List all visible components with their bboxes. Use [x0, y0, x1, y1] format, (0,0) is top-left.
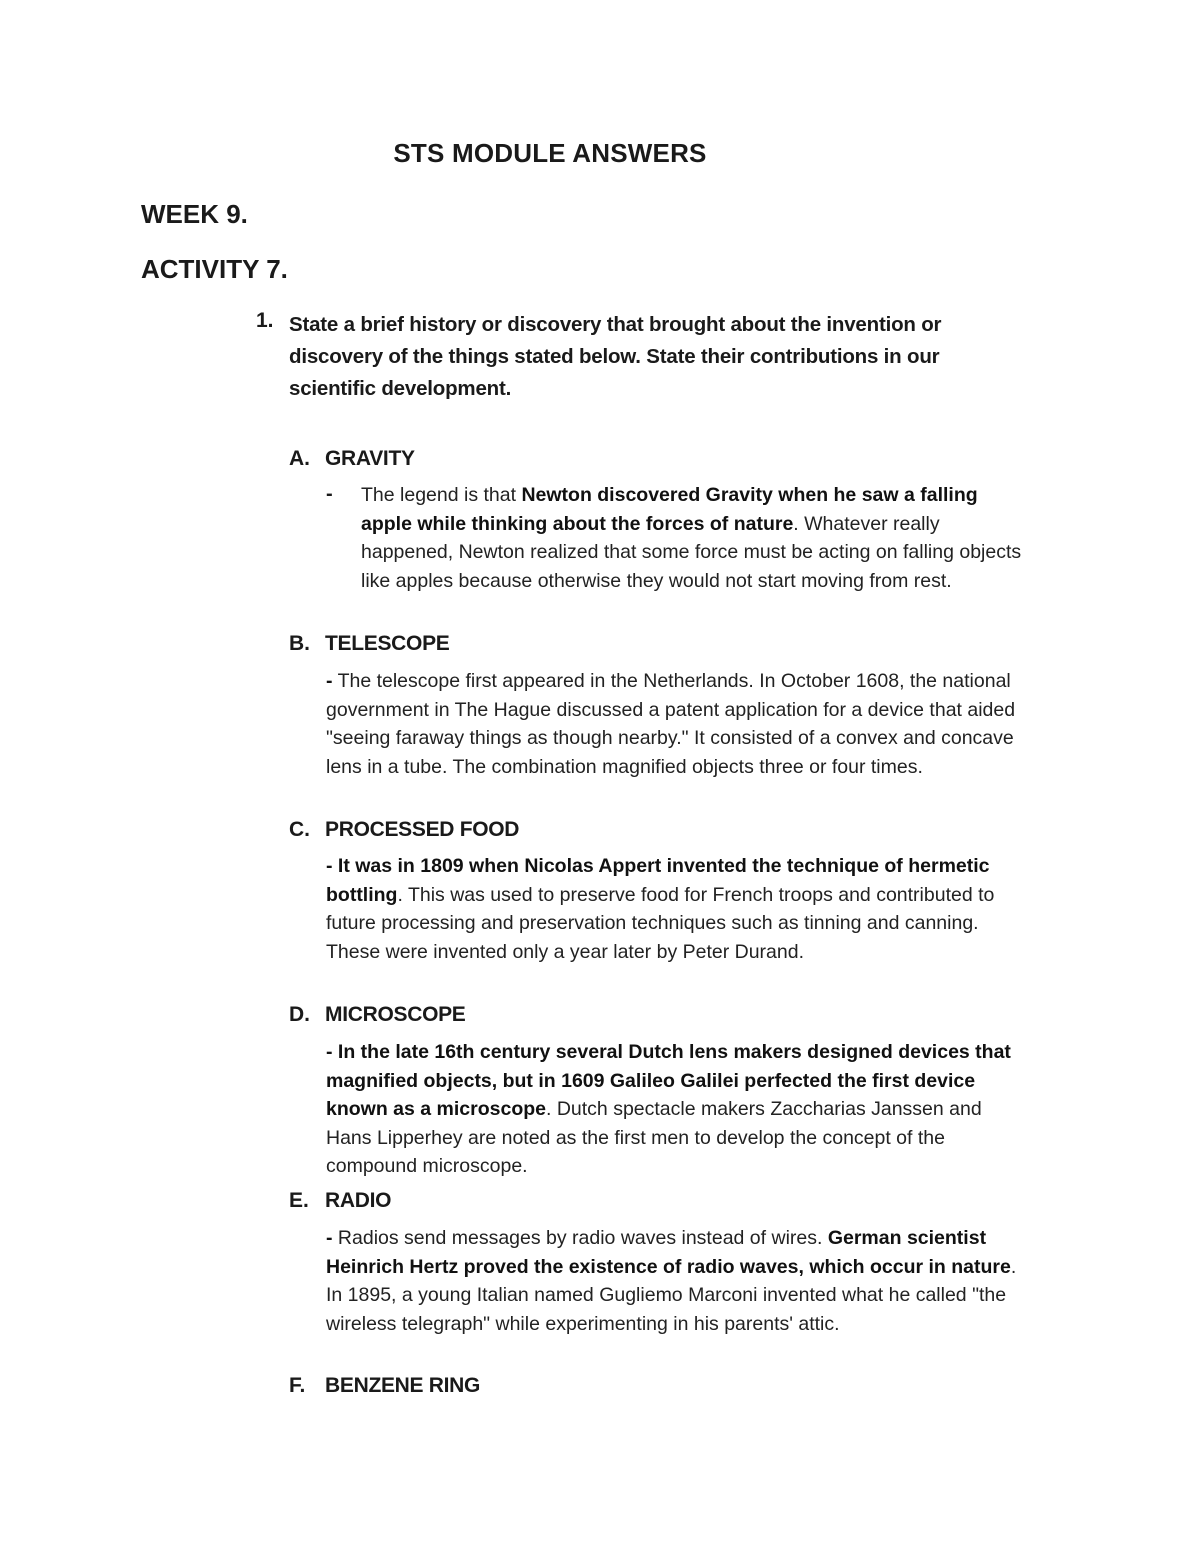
section-c-letter: C.	[289, 818, 310, 841]
section-f-letter: F.	[289, 1374, 306, 1397]
section-e-letter: E.	[289, 1189, 309, 1212]
section-d-title: MICROSCOPE	[325, 1003, 466, 1026]
section-d-text	[326, 1038, 1026, 1181]
section-a-text	[361, 481, 1026, 595]
section-b-dash: -	[326, 670, 333, 692]
section-a-title: GRAVITY	[325, 447, 415, 470]
section-c-text-end: . This was used to preserve food for French troops and contributed to future processing and preservation techniques such as tinning and canning. These were invented only a year later by Peter Durand.	[326, 883, 995, 963]
document-title: STS MODULE ANSWERS	[393, 138, 707, 168]
section-e-text-end: . In 1895, a young Italian named Gugliemo Marconi invented what he called "the wireless telegraph" while experimenting in his parents' attic.	[326, 1255, 1017, 1335]
section-a-text-start: The legend is that	[361, 484, 522, 506]
section-c-title: PROCESSED FOOD	[325, 818, 520, 841]
section-e-dash: -	[326, 1227, 333, 1249]
week-heading: WEEK 9.	[141, 199, 248, 229]
section-b-text-body: The telescope first appeared in the Netherlands. In October 1608, the national government in The Hague discussed a patent application for a device that aided "seeing faraway things as though nearby." It consisted of a convex and concave lens in a tube. The combination magnified objects three or four times.	[326, 670, 1016, 778]
section-c-text-bold: - It was in 1809 when Nicolas Appert invented the technique of hermetic bottling	[326, 855, 990, 906]
section-e-title: RADIO	[325, 1189, 392, 1212]
section-a-text-bold: Newton discovered Gravity when he saw a falling apple while thinking about the forces of nature	[361, 484, 978, 535]
activity-heading: ACTIVITY 7.	[141, 254, 288, 284]
section-c-text	[326, 852, 1036, 966]
section-e-text-bold: German scientist Heinrich Hertz proved the existence of radio waves, which occur in nature	[326, 1227, 1011, 1278]
section-d-letter: D.	[289, 1003, 310, 1026]
section-e-text	[326, 1224, 1026, 1338]
section-d-text-end: . Dutch spectacle makers Zaccharias Janssen and Hans Lipperhey are noted as the first men to develop the concept of the compound microscope.	[326, 1098, 982, 1178]
section-a-dash: -	[326, 483, 333, 505]
question-text: State a brief history or discovery that brought about the invention or discovery of the things stated below. State their contributions in our scientific development.	[289, 313, 942, 400]
section-b-letter: B.	[289, 632, 310, 655]
section-f-title: BENZENE RING	[325, 1374, 481, 1397]
question-number: 1.	[256, 309, 274, 332]
section-b-text	[326, 667, 1021, 781]
section-a-text-end: . Whatever really happened, Newton realized that some force must be acting on falling objects like apples because otherwise they would not start moving from rest.	[361, 512, 1022, 592]
section-e-text-start: Radios send messages by radio waves instead of wires.	[332, 1227, 828, 1249]
section-d-text-bold: - In the late 16th century several Dutch lens makers designed devices that magnified objects, but in 1609 Galileo Galilei perfected the first device known as a microscope	[326, 1041, 1011, 1121]
section-b-title: TELESCOPE	[325, 632, 450, 655]
section-a-letter: A.	[289, 447, 310, 470]
